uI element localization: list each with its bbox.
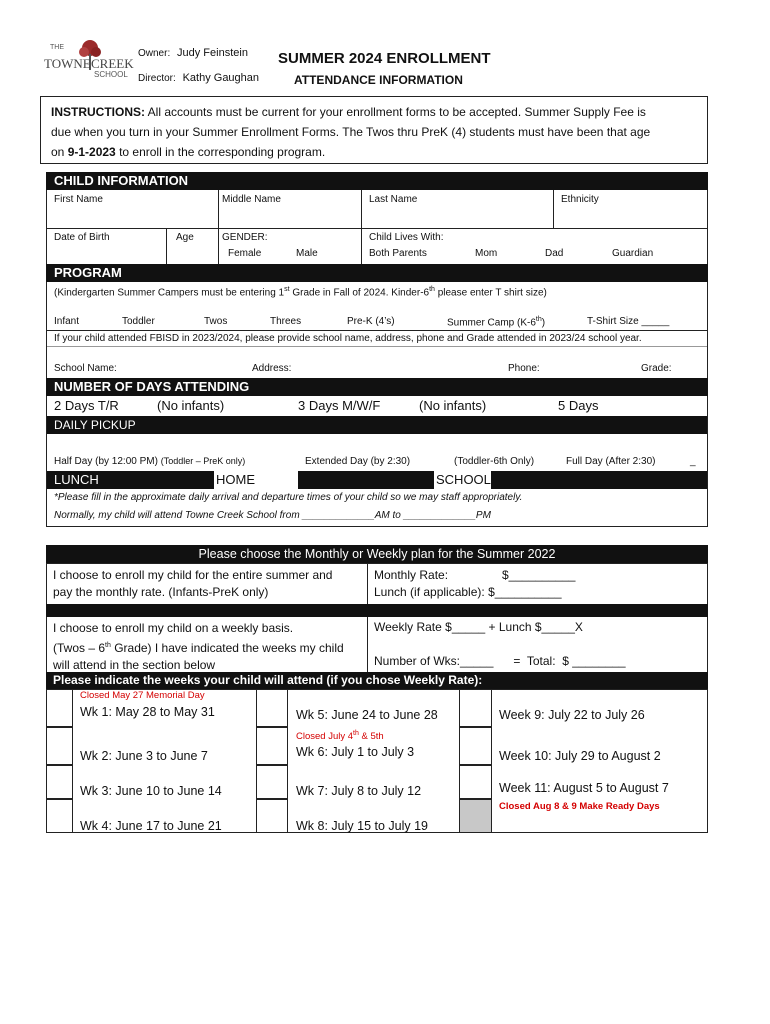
lunch-home-option[interactable]: HOME: [216, 472, 255, 487]
dad-option[interactable]: Dad: [545, 248, 564, 259]
arrival-times-field[interactable]: Normally, my child will attend Towne Creek School from _____________AM to _____________PM: [54, 510, 491, 521]
monthly-rate-label: Monthly Rate:: [374, 568, 449, 582]
wk6-label: Wk 6: July 1 to July 3: [296, 745, 415, 759]
last-name-label: Last Name: [369, 194, 418, 205]
fbisd-note: If your child attended FBISD in 2023/2024, please provide school name, address, phone and Grade attended in 2023/24 school year.: [54, 333, 642, 344]
infant-option[interactable]: Infant: [54, 316, 80, 327]
mom-option[interactable]: Mom: [475, 248, 498, 259]
summer-camp-option[interactable]: [447, 316, 545, 328]
half-day-label: Half Day (by 12:00 PM): [54, 456, 158, 467]
lives-with-label: Child Lives With:: [369, 232, 444, 243]
ethnicity-label: Ethnicity: [561, 194, 599, 205]
monthly-choice-line2: pay the monthly rate. (Infants-PreK only): [53, 585, 269, 599]
instructions-line2: due when you turn in your Summer Enrollment Forms. The Twos thru PreK (4) students must have been that age: [51, 125, 651, 139]
wk9-checkbox[interactable]: [459, 689, 492, 727]
owner-line: [138, 47, 248, 59]
director-label: Director:: [138, 73, 176, 84]
half-day-option[interactable]: [54, 456, 245, 467]
num-weeks-field[interactable]: Number of Wks:_____ = Total: $ ________: [374, 654, 626, 668]
program-note-b: Grade in Fall of 2024. Kinder-6: [289, 287, 430, 299]
days-header: NUMBER OF DAYS ATTENDING: [46, 378, 708, 396]
lunch-school-option[interactable]: SCHOOL: [436, 472, 491, 487]
no-infants-note-1: (No infants): [157, 398, 225, 413]
extended-day-option[interactable]: Extended Day (by 2:30): [305, 456, 411, 467]
toddler-option[interactable]: Toddler: [122, 316, 155, 327]
grade-field[interactable]: Grade:: [641, 363, 672, 374]
instructions-label: INSTRUCTIONS:: [51, 105, 145, 119]
weekly-choice-line3: will attend in the section below: [53, 658, 216, 672]
first-name-label: First Name: [54, 194, 103, 205]
no-infants-note-2: (No infants): [419, 398, 487, 413]
male-option[interactable]: Male: [296, 248, 318, 259]
wk4-label: Wk 4: June 17 to June 21: [80, 819, 222, 833]
closed-july-b: & 5th: [358, 731, 384, 743]
phone-field[interactable]: Phone:: [508, 363, 540, 374]
gender-label: GENDER:: [222, 232, 268, 243]
wk5-label: Wk 5: June 24 to June 28: [296, 708, 438, 722]
monthly-choice[interactable]: [53, 567, 332, 601]
dob-label: Date of Birth: [54, 232, 110, 243]
address-field[interactable]: Address:: [252, 363, 292, 374]
page-subtitle: ATTENDANCE INFORMATION: [294, 73, 463, 87]
weekly-choice-line1: I choose to enroll my child on a weekly basis.: [53, 621, 294, 635]
age-cutoff-date: 9-1-2023: [67, 145, 116, 159]
plan-divider: [46, 604, 708, 617]
instructions-line3-post: to enroll in the corresponding program.: [115, 145, 326, 159]
wk5-checkbox[interactable]: [256, 689, 288, 727]
logo-school: SCHOOL: [94, 70, 128, 79]
three-days-option[interactable]: 3 Days M/W/F: [298, 398, 381, 413]
wk6-checkbox[interactable]: [256, 727, 288, 765]
arrival-note: *Please fill in the approximate daily arrival and departure times of your child so we may staff appropriately.: [54, 492, 523, 503]
female-option[interactable]: Female: [228, 248, 262, 259]
closed-july-sup: th: [353, 730, 359, 737]
weekly-rate-field[interactable]: Weekly Rate $_____ + Lunch $_____X: [374, 620, 583, 634]
age-label: Age: [176, 232, 194, 243]
wk2-checkbox[interactable]: [46, 727, 73, 765]
monthly-rates: [374, 567, 576, 601]
lunch-bar: [298, 471, 434, 489]
wk11-checkbox[interactable]: [459, 765, 492, 799]
wk8-checkbox[interactable]: [256, 799, 288, 833]
director-name: Kathy Gaughan: [182, 72, 260, 84]
weekly-choice-line2a: (Twos – 6: [53, 641, 106, 655]
owner-label: Owner:: [138, 48, 171, 59]
weekly-choice-line2b: Grade) I have indicated the weeks my child: [110, 641, 344, 655]
blank-checkbox: [459, 799, 492, 833]
director-line: [138, 72, 259, 84]
weekly-choice-sup: th: [105, 642, 111, 649]
threes-option[interactable]: Threes: [270, 316, 302, 327]
page-title: SUMMER 2024 ENROLLMENT: [278, 50, 491, 67]
wk1-label: Wk 1: May 28 to May 31: [80, 705, 215, 719]
wk3-label: Wk 3: June 10 to June 14: [80, 784, 222, 798]
middle-name-label: Middle Name: [222, 194, 281, 205]
monthly-rate-field[interactable]: $__________: [502, 568, 576, 582]
school-name-field[interactable]: School Name:: [54, 363, 117, 374]
wk7-label: Wk 7: July 8 to July 12: [296, 784, 422, 798]
wk2-label: Wk 2: June 3 to June 7: [80, 749, 208, 763]
wk9-label: Week 9: July 22 to July 26: [499, 708, 645, 722]
twos-option[interactable]: Twos: [204, 316, 228, 327]
wk8-label: Wk 8: July 15 to July 19: [296, 819, 429, 833]
owner-name: Judy Feinstein: [177, 47, 248, 59]
lunch-rate-field[interactable]: $__________: [488, 585, 562, 599]
program-note-sup1: st: [284, 286, 290, 293]
instructions-line1: All accounts must be current for your enrollment forms to be accepted. Summer Supply Fee is: [147, 105, 646, 119]
summer-camp-label-a: Summer Camp (K-6: [447, 317, 536, 329]
logo-the: THE: [50, 44, 64, 51]
wk11-label: Week 11: August 5 to August 7: [499, 781, 669, 795]
full-day-underscore: _: [690, 456, 696, 467]
plan-header: Please choose the Monthly or Weekly plan for the Summer 2022: [46, 545, 708, 563]
summer-camp-sup: th: [535, 316, 542, 323]
monthly-choice-line1: I choose to enroll my child for the entire summer and: [53, 568, 333, 582]
logo-towne: TOWNE: [44, 56, 91, 71]
wk7-checkbox[interactable]: [256, 765, 288, 799]
child-info-header: CHILD INFORMATION: [46, 172, 708, 190]
lunch-label: LUNCH: [46, 471, 214, 489]
instructions-line3-pre: on: [51, 145, 68, 159]
program-note-c: please enter T shirt size): [434, 287, 547, 299]
wk3-checkbox[interactable]: [46, 765, 73, 799]
wk10-checkbox[interactable]: [459, 727, 492, 765]
full-day-option[interactable]: Full Day (After 2:30): [566, 456, 656, 467]
weeks-header: Please indicate the weeks your child will attend (if you chose Weekly Rate):: [46, 672, 708, 689]
half-day-note: (Toddler – PreK only): [160, 456, 246, 466]
instructions-box: [40, 96, 708, 164]
both-parents-option[interactable]: Both Parents: [369, 248, 427, 259]
closed-july-a: Closed July 4: [296, 731, 354, 743]
closed-may-note: Closed May 27 Memorial Day: [80, 690, 205, 701]
two-days-option[interactable]: 2 Days T/R: [54, 398, 119, 413]
program-note: [54, 284, 547, 299]
guardian-option[interactable]: Guardian: [612, 248, 654, 259]
closed-aug-note: Closed Aug 8 & 9 Make Ready Days: [499, 801, 660, 812]
program-note-a: (Kindergarten Summer Campers must be entering 1: [54, 287, 285, 299]
program-note-sup2: th: [429, 286, 435, 293]
pickup-header: DAILY PICKUP: [46, 416, 708, 434]
tshirt-size-field[interactable]: T-Shirt Size _____: [587, 316, 670, 327]
extended-day-note: (Toddler-6th Only): [454, 456, 535, 467]
summer-camp-label-b: ): [541, 317, 546, 329]
prek-option[interactable]: Pre-K (4’s): [347, 316, 395, 327]
weekly-choice[interactable]: [53, 620, 344, 674]
wk4-checkbox[interactable]: [46, 799, 73, 833]
program-header: PROGRAM: [46, 264, 708, 282]
wk10-label: Week 10: July 29 to August 2: [499, 749, 661, 763]
logo-creek: CREEK: [91, 56, 134, 71]
five-days-option[interactable]: 5 Days: [558, 398, 599, 413]
lunch-rate-label: Lunch (if applicable):: [374, 585, 485, 599]
closed-july-note: [296, 730, 384, 742]
wk1-checkbox[interactable]: [46, 689, 73, 727]
lunch-bar-right: [491, 471, 708, 489]
